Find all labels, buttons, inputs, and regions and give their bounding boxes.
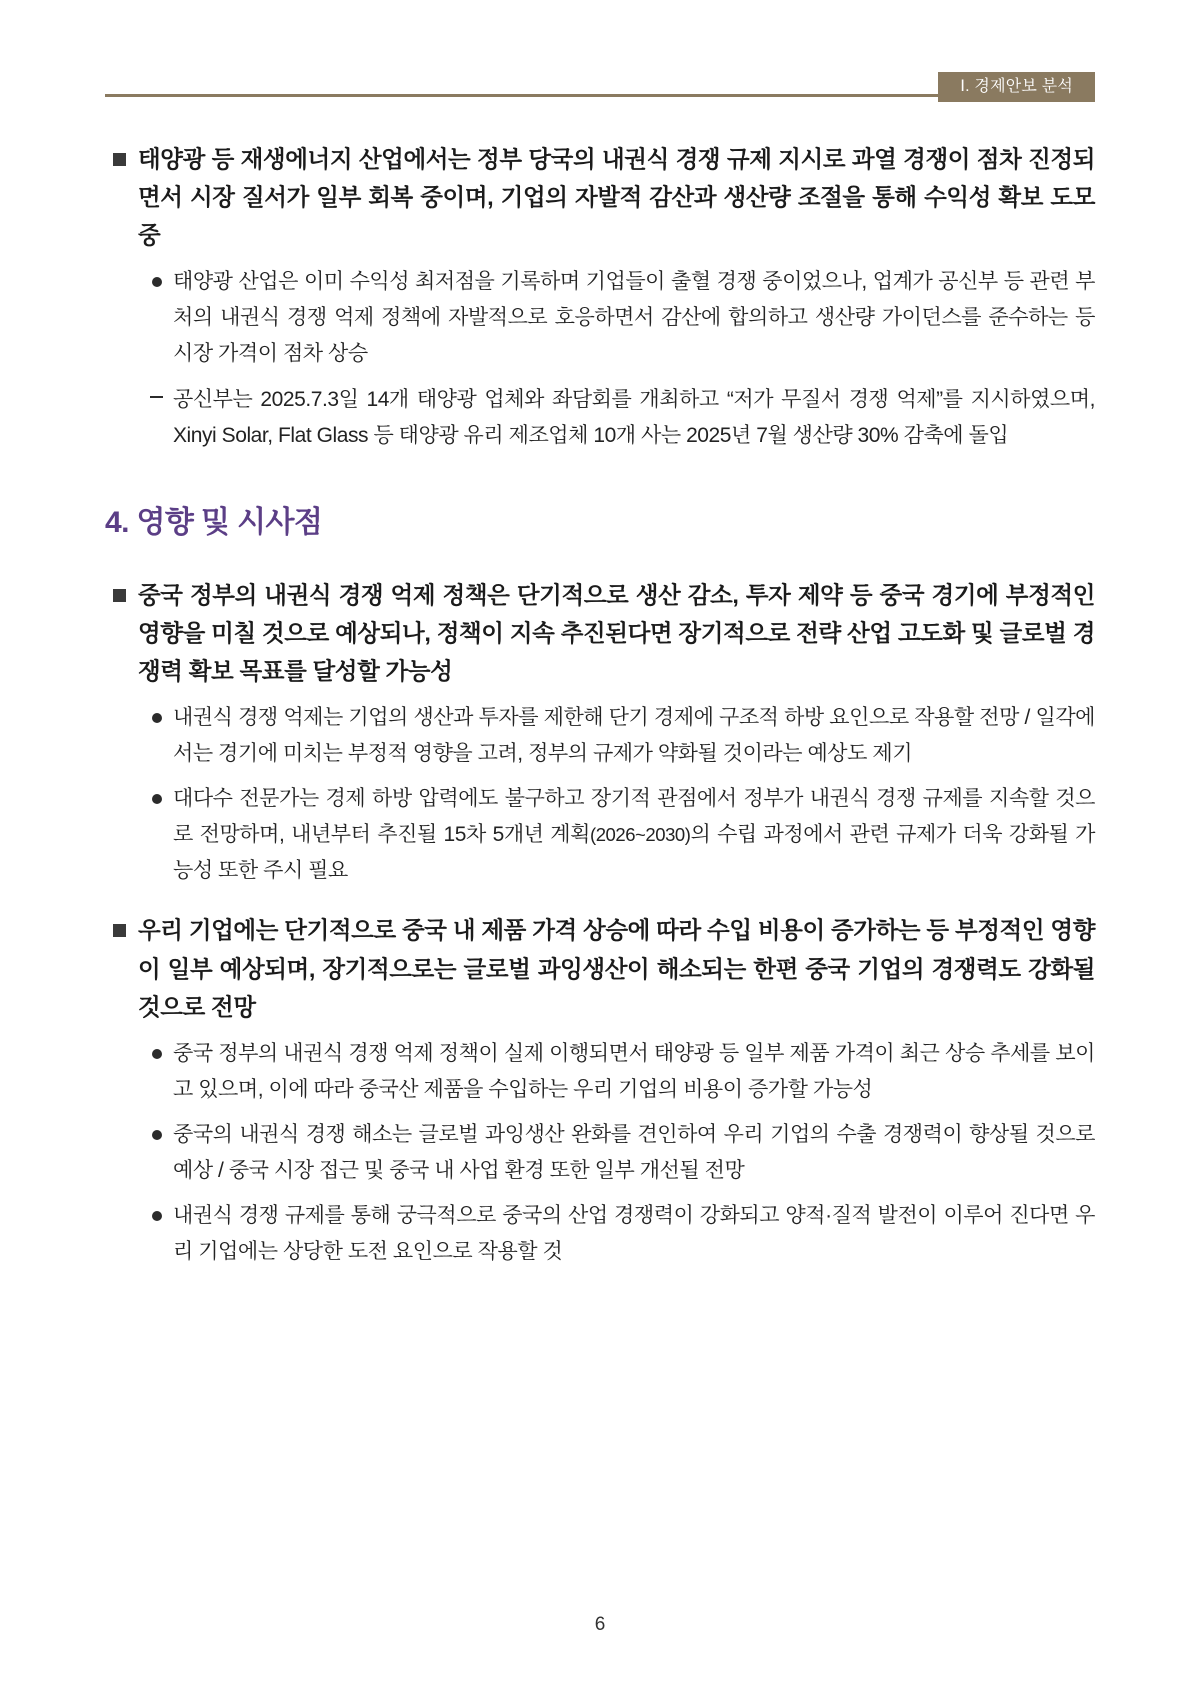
- square-bullet-icon: [113, 589, 126, 602]
- bullet-round-item: [105, 1198, 1095, 1270]
- bullet-round-item: [105, 781, 1095, 889]
- bullet-text: 우리 기업에는 단기적으로 중국 내 제품 가격 상승에 따라 수입 비용이 증가하는 등 부정적인 영향이 일부 예상되며, 장기적으로는 글로벌 과잉생산이 해소되는 한편 중국 기업의 경쟁력도 강화될 것으로 전망: [138, 917, 1095, 1020]
- square-bullet-icon: [113, 924, 126, 937]
- round-bullet-icon: [152, 713, 162, 723]
- bullet-text-parenthetical: (2026~2030): [589, 824, 691, 846]
- document-content: [105, 140, 1095, 1270]
- bullet-text-part-2: 의 수립 과정에서 관련 규제가 더욱 강화될 가능성 또한 주시 필요: [173, 823, 1095, 883]
- bullet-text: 중국의 내권식 경쟁 해소는 글로벌 과잉생산 완화를 견인하여 우리 기업의 수출 경쟁력이 향상될 것으로 예상 / 중국 시장 접근 및 중국 내 사업 환경 또한 일부 개선될 전망: [173, 1122, 1095, 1182]
- round-bullet-icon: [152, 1130, 162, 1140]
- square-bullet-icon: [113, 153, 126, 166]
- page-header: [105, 72, 1095, 102]
- bullet-text-part-1: 대다수 전문가는 경제 하방 압력에도 불구하고 장기적 관점에서 정부가 내권식 경쟁 규제를 지속할 것으로 전망하며, 내년부터 추진될 15차 5개년 계획: [173, 787, 1095, 847]
- round-bullet-icon: [152, 277, 162, 287]
- section-heading: 4. 영향 및 시사점: [105, 505, 323, 539]
- spacer: [105, 889, 1095, 911]
- bullet-text: 공신부는 2025.7.3일 14개 태양광 업체와 좌담회를 개최하고 “저가 무질서 경쟁 억제”를 지시하였으며, Xinyi Solar, Flat Glass 등 태양광 유리 제조업체 10개 사는 2025년 7월 생산량 30% 감축에 돌입: [173, 387, 1095, 447]
- bullet-text: 내권식 경쟁 억제는 기업의 생산과 투자를 제한해 단기 경제에 구조적 하방 요인으로 작용할 전망 / 일각에서는 경기에 미치는 부정적 영향을 고려, 정부의 규제가 약화될 것이라는 예상도 제기: [173, 705, 1095, 766]
- bullet-dash-item: [105, 382, 1095, 454]
- spacer: [105, 554, 1095, 576]
- page-number: 6: [594, 1614, 606, 1635]
- round-bullet-icon: [152, 1211, 162, 1221]
- bullet-square-item: [105, 576, 1095, 690]
- bullet-text: 내권식 경쟁 규제를 통해 궁극적으로 중국의 산업 경쟁력이 강화되고 양적·질적 발전이 이루어 진다면 우리 기업에는 상당한 도전 요인으로 작용할 것: [173, 1204, 1095, 1264]
- bullet-round-item: [105, 700, 1095, 772]
- bullet-text: 태양광 등 재생에너지 산업에서는 정부 당국의 내권식 경쟁 규제 지시로 과열 경쟁이 점차 진정되면서 시장 질서가 일부 회복 중이며, 기업의 자발적 감산과 생산량 조절을 통해 수익성 확보 도모 중: [138, 146, 1095, 249]
- bullet-round-item: [105, 1036, 1095, 1108]
- header-section-tab: Ⅰ. 경제안보 분석: [938, 72, 1095, 102]
- round-bullet-icon: [152, 794, 162, 804]
- dash-bullet-icon: [150, 396, 163, 398]
- bullet-text: 중국 정부의 내권식 경쟁 억제 정책은 단기적으로 생산 감소, 투자 제약 등 중국 경기에 부정적인 영향을 미칠 것으로 예상되나, 정책이 지속 추진된다면 장기적으로 전략 산업 고도화 및 글로벌 경쟁력 확보 목표를 달성할 가능성: [138, 581, 1095, 684]
- bullet-text: 태양광 산업은 이미 수익성 최저점을 기록하며 기업들이 출혈 경쟁 중이었으나, 업계가 공신부 등 관련 부처의 내권식 경쟁 억제 정책에 자발적으로 호응하면서 감산에 합의하고 생산량 가이던스를 준수하는 등 시장 가격이 점차 상승: [173, 270, 1095, 366]
- bullet-square-item: [105, 911, 1095, 1025]
- bullet-text: 중국 정부의 내권식 경쟁 억제 정책이 실제 이행되면서 태양광 등 일부 제품 가격이 최근 상승 추세를 보이고 있으며, 이에 따라 중국산 제품을 수입하는 우리 기업의 비용이 증가할 가능성: [173, 1041, 1095, 1101]
- bullet-square-item: [105, 140, 1095, 254]
- bullet-text-composite: [173, 781, 1095, 889]
- bullet-round-item: [105, 1117, 1095, 1189]
- bullet-round-item: [105, 264, 1095, 372]
- round-bullet-icon: [152, 1049, 162, 1059]
- spacer: [105, 454, 1095, 502]
